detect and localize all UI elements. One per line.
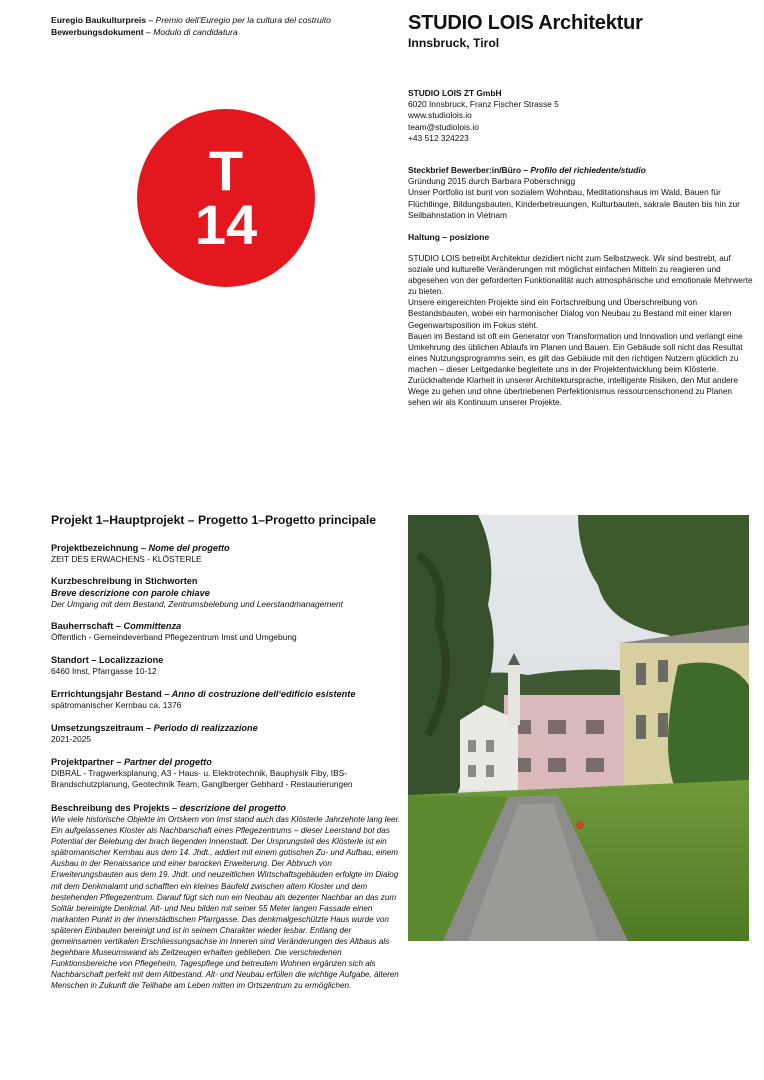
profile-portfolio: Unser Portfolio ist bunt von sozialem Wohnbau, Meditationshaus im Wald, Bauen für Flüchtlinge, Bildungsbauten, Kinderbetreuungen, Kulturbauten, sakrale Bauten bis hin zur Seilbahnstation in Vietnam (408, 187, 740, 220)
stance-text (408, 253, 753, 408)
project-site-section: Standort – Localizzazione 6460 Imst, Pfarrgasse 10-12 (51, 654, 401, 677)
stance-heading: Haltung – posizione (408, 232, 490, 242)
project-name: ZEIT DES ERWACHENS - KLÖSTERLE (51, 554, 202, 564)
project-title-text: Projekt 1–Hauptprojekt – Progetto 1–Progetto principale (51, 513, 377, 527)
project-description-section: Beschreibung des Projekts – descrizione del progetto Wie viele historische Objekte im Ortskern von Imst stand auch das Klösterle Jahrzehnte lang leer. Ein aufgelassenes Kloster als Nachbarschaft eines Pflegezentrums – dieser Leerstand bot das Potential der Belebung der brach liegenden Innenstadt. Der Ursprungsteil des Klösterle ist ein spätromanischer Kernbau aus dem 14. Jhdt., addiert mit einem gotischen Zu- und Aufbau, einem Ausbau in der Renaissance und einer barocken Erweiterung. Der Abbruch von Erweiterungsbauten aus dem 19. Jhdt. und neuzeitlichen Wirtschaftsgebäuden erfolgte im Dialog mit dem Denkmalamt und schafften ein kleines Baufeld zwischen altem Kloster und dem bestehenden Pflegezentrum. Darauf fügt sich nun ein Neubau als dezenter Nachbar an das zum Solitär bereinigte Denkmal. Alt- und Neu bilden mit seiner 55 Meter langen Fassade einen markanten Punkt in der innerstädtischen Pfarrgasse. Das denkmalgeschützte Haus wurde von späteren Einbauten bereinigt und ist in seinem Charakter wieder lesbar. Entlang der gemeinsamen vertikalen Erschliessungsachse im Inneren sind Veränderungen des Altbaus als begehbare Museumswand als Zeitzeugen erhalten geblieben. Die verschiedenen Funktionsbereiche von Pflegeheim, Tagespflege und betreutem Wohnen ergänzen sich als Nachbarschaft perfekt mit dem Altbestand. Alt- und Neubau erfüllen die wichtige Aufgabe, älteren Menschen in Zukunft die Teilhabe am Leben mitten im Ortszentrum zu ermöglichen. (51, 802, 403, 992)
project-name-section: Projektbezeichnung – Nome del progetto ZEIT DES ERWACHENS - KLÖSTERLE (51, 542, 401, 565)
header-line-1: Euregio Baukulturpreis – Premio dell’Euregio per la cultura del costruito (51, 15, 331, 25)
company-phone: +43 512 324223 (408, 132, 469, 143)
stance-paragraph: STUDIO LOIS betreibt Architektur dezidiert nicht zum Selbstzweck. Wir sind bestrebt, auf soziale und kulturelle Veränderungen mit möglichst einfachen Mitteln zu reagieren und abgesehen von der geforderten Funktionalität auch atmosphärische und emotionale Mehrwerte zu bieten. (408, 254, 753, 297)
project-period: 2021-2025 (51, 734, 92, 744)
project-keywords-section: Kurzbeschreibung in Stichworten Breve descrizione con parole chiave Der Umgang mit dem Bestand, Zentrumsbelebung und Leerstandmanagement (51, 575, 401, 610)
company-address: 6020 Innsbruck, Franz Fischer Strasse 5 (408, 99, 559, 110)
project-description: Wie viele historische Objekte im Ortskern von Imst stand auch das Klösterle Jahrzehnte lang leer. Ein aufgelassenes Kloster als Nachbarschaft eines Pflegezentrums – dieser Leerstand bot das Potential der Belebung der brach liegenden Innenstadt. Der Ursprungsteil des Klösterle ist ein spätromanischer Kernbau aus dem 14. Jhdt., addiert mit einem gotischen Zu- und Aufbau, einem Ausbau in der Renaissance und einer barocken Erweiterung. Der Abbruch von Erweiterungsbauten aus dem 19. Jhdt. und neuzeitlichen Wirtschaftsgebäuden erfolgte im Dialog mit dem Denkmalamt und schafften ein kleines Baufeld zwischen altem Kloster und dem bestehenden Pflegezentrum. Darauf fügt sich nun ein Neubau als dezenter Nachbar an das zum Solitär bereinigte Denkmal. Alt- und Neu bilden mit seiner 55 Meter langen Fassade einen markanten Punkt in der innerstädtischen Pfarrgasse. Das denkmalgeschützte Haus wurde von späteren Einbauten bereinigt und ist in seinem Charakter wieder lesbar. Entlang der gemeinsamen vertikalen Erschliessungsachse im Inneren sind Veränderungen des Altbaus als begehbare Museumswand als Zeitzeugen erhalten geblieben. Die verschiedenen Funktionsbereiche von Pflegeheim, Tagespflege und betreutem Wohnen ergänzen sich als Nachbarschaft perfekt mit dem Altbestand. Alt- und Neubau erfüllen die wichtige Aufgabe, älteren Menschen in Zukunft die Teilhabe am Leben mitten im Ortszentrum zu ermöglichen. (51, 815, 401, 991)
badge-letter: T (208, 139, 244, 202)
stance-paragraph: Zurückhaltende Klarheit in unserer Architektursprache, intelligente Risiken, den Mut andere Wege zu gehen und ohne übertriebenen Perfektionismus ressourcenschonend zu Planen sehen wir als Kontinuum unserer Projekte. (408, 376, 738, 408)
profile-founded: Gründung 2015 durch Barbara Poberschnigg (408, 176, 576, 187)
project-photo (408, 515, 749, 941)
project-title (51, 513, 376, 527)
company-name: STUDIO LOIS ZT GmbH (408, 88, 502, 98)
project-partners-section: Projektpartner – Partner del progetto DIBRAL - Tragwerksplanung, A3 - Haus- u. Elektrotechnik, Bauphysik Fiby, IBS-Brandschutzplanung, Geotechnik Team, Ganglberger Gebhard - Restaurierungen (51, 756, 401, 790)
stance-paragraph: Bauen im Bestand ist oft ein Generator von Transformation und Innovation und verlangt eine Umkehrung des üblichen Ablaufs im Planen und Bauen. Ein Gebäude soll nicht das Resultat eines Nutzungsprogramms sein, es gilt das Gebäude mit den richtigen Nutzern glücklich zu machen – dieser Leitgedanke begleitete uns in der Projektentwicklung beim Klösterle. (408, 331, 743, 374)
project-client: Öffentlich - Gemeindeverband Pflegezentrum Imst und Umgebung (51, 632, 297, 642)
project-partners: DIBRAL - Tragwerksplanung, A3 - Haus- u. Elektrotechnik, Bauphysik Fiby, IBS-Brandschutzplanung, Geotechnik Team, Ganglberger Gebhard - Restaurierungen (51, 768, 353, 790)
company-web[interactable]: www.studiolois.io (408, 110, 472, 121)
project-keywords: Der Umgang mit dem Bestand, Zentrumsbelebung und Leerstandmanagement (51, 599, 343, 609)
project-year-section: Errrichtungsjahr Bestand – Anno di costruzione dell‘edificio esistente spätromanischer Kernbau ca. 1376 (51, 688, 401, 711)
studio-title: STUDIO LOIS Architektur (408, 12, 643, 34)
company-info (408, 88, 728, 144)
badge-number: 14 (194, 193, 258, 256)
project-client-section: Bauherrschaft – Committenza Öffentlich - Gemeindeverband Pflegezentrum Imst und Umgebung (51, 620, 401, 643)
applicant-profile (408, 165, 753, 221)
company-email[interactable]: team@studiolois.io (408, 121, 479, 132)
header-line-2: Bewerbungsdokument – Modulo di candidatura (51, 27, 238, 37)
project-period-section: Umsetzungszeitraum – Periodo di realizzazione 2021-2025 (51, 722, 401, 745)
category-badge (137, 109, 315, 287)
project-site: 6460 Imst, Pfarrgasse 10-12 (51, 666, 157, 676)
profile-heading: Steckbrief Bewerber:in/Büro – Profilo del richiedente/studio (408, 165, 646, 175)
stance-paragraph: Unsere eingereichten Projekte sind ein Fortschreibung und Überschreibung von Bestandsbauten, wobei ein harmonischer Dialog von Neubau zu Bestand mit einer klaren Gegenwartsposition im Fokus steht. (408, 298, 732, 330)
studio-location: Innsbruck, Tirol (408, 36, 500, 50)
header-left (51, 14, 331, 38)
project-year: spätromanischer Kernbau ca. 1376 (51, 700, 182, 710)
